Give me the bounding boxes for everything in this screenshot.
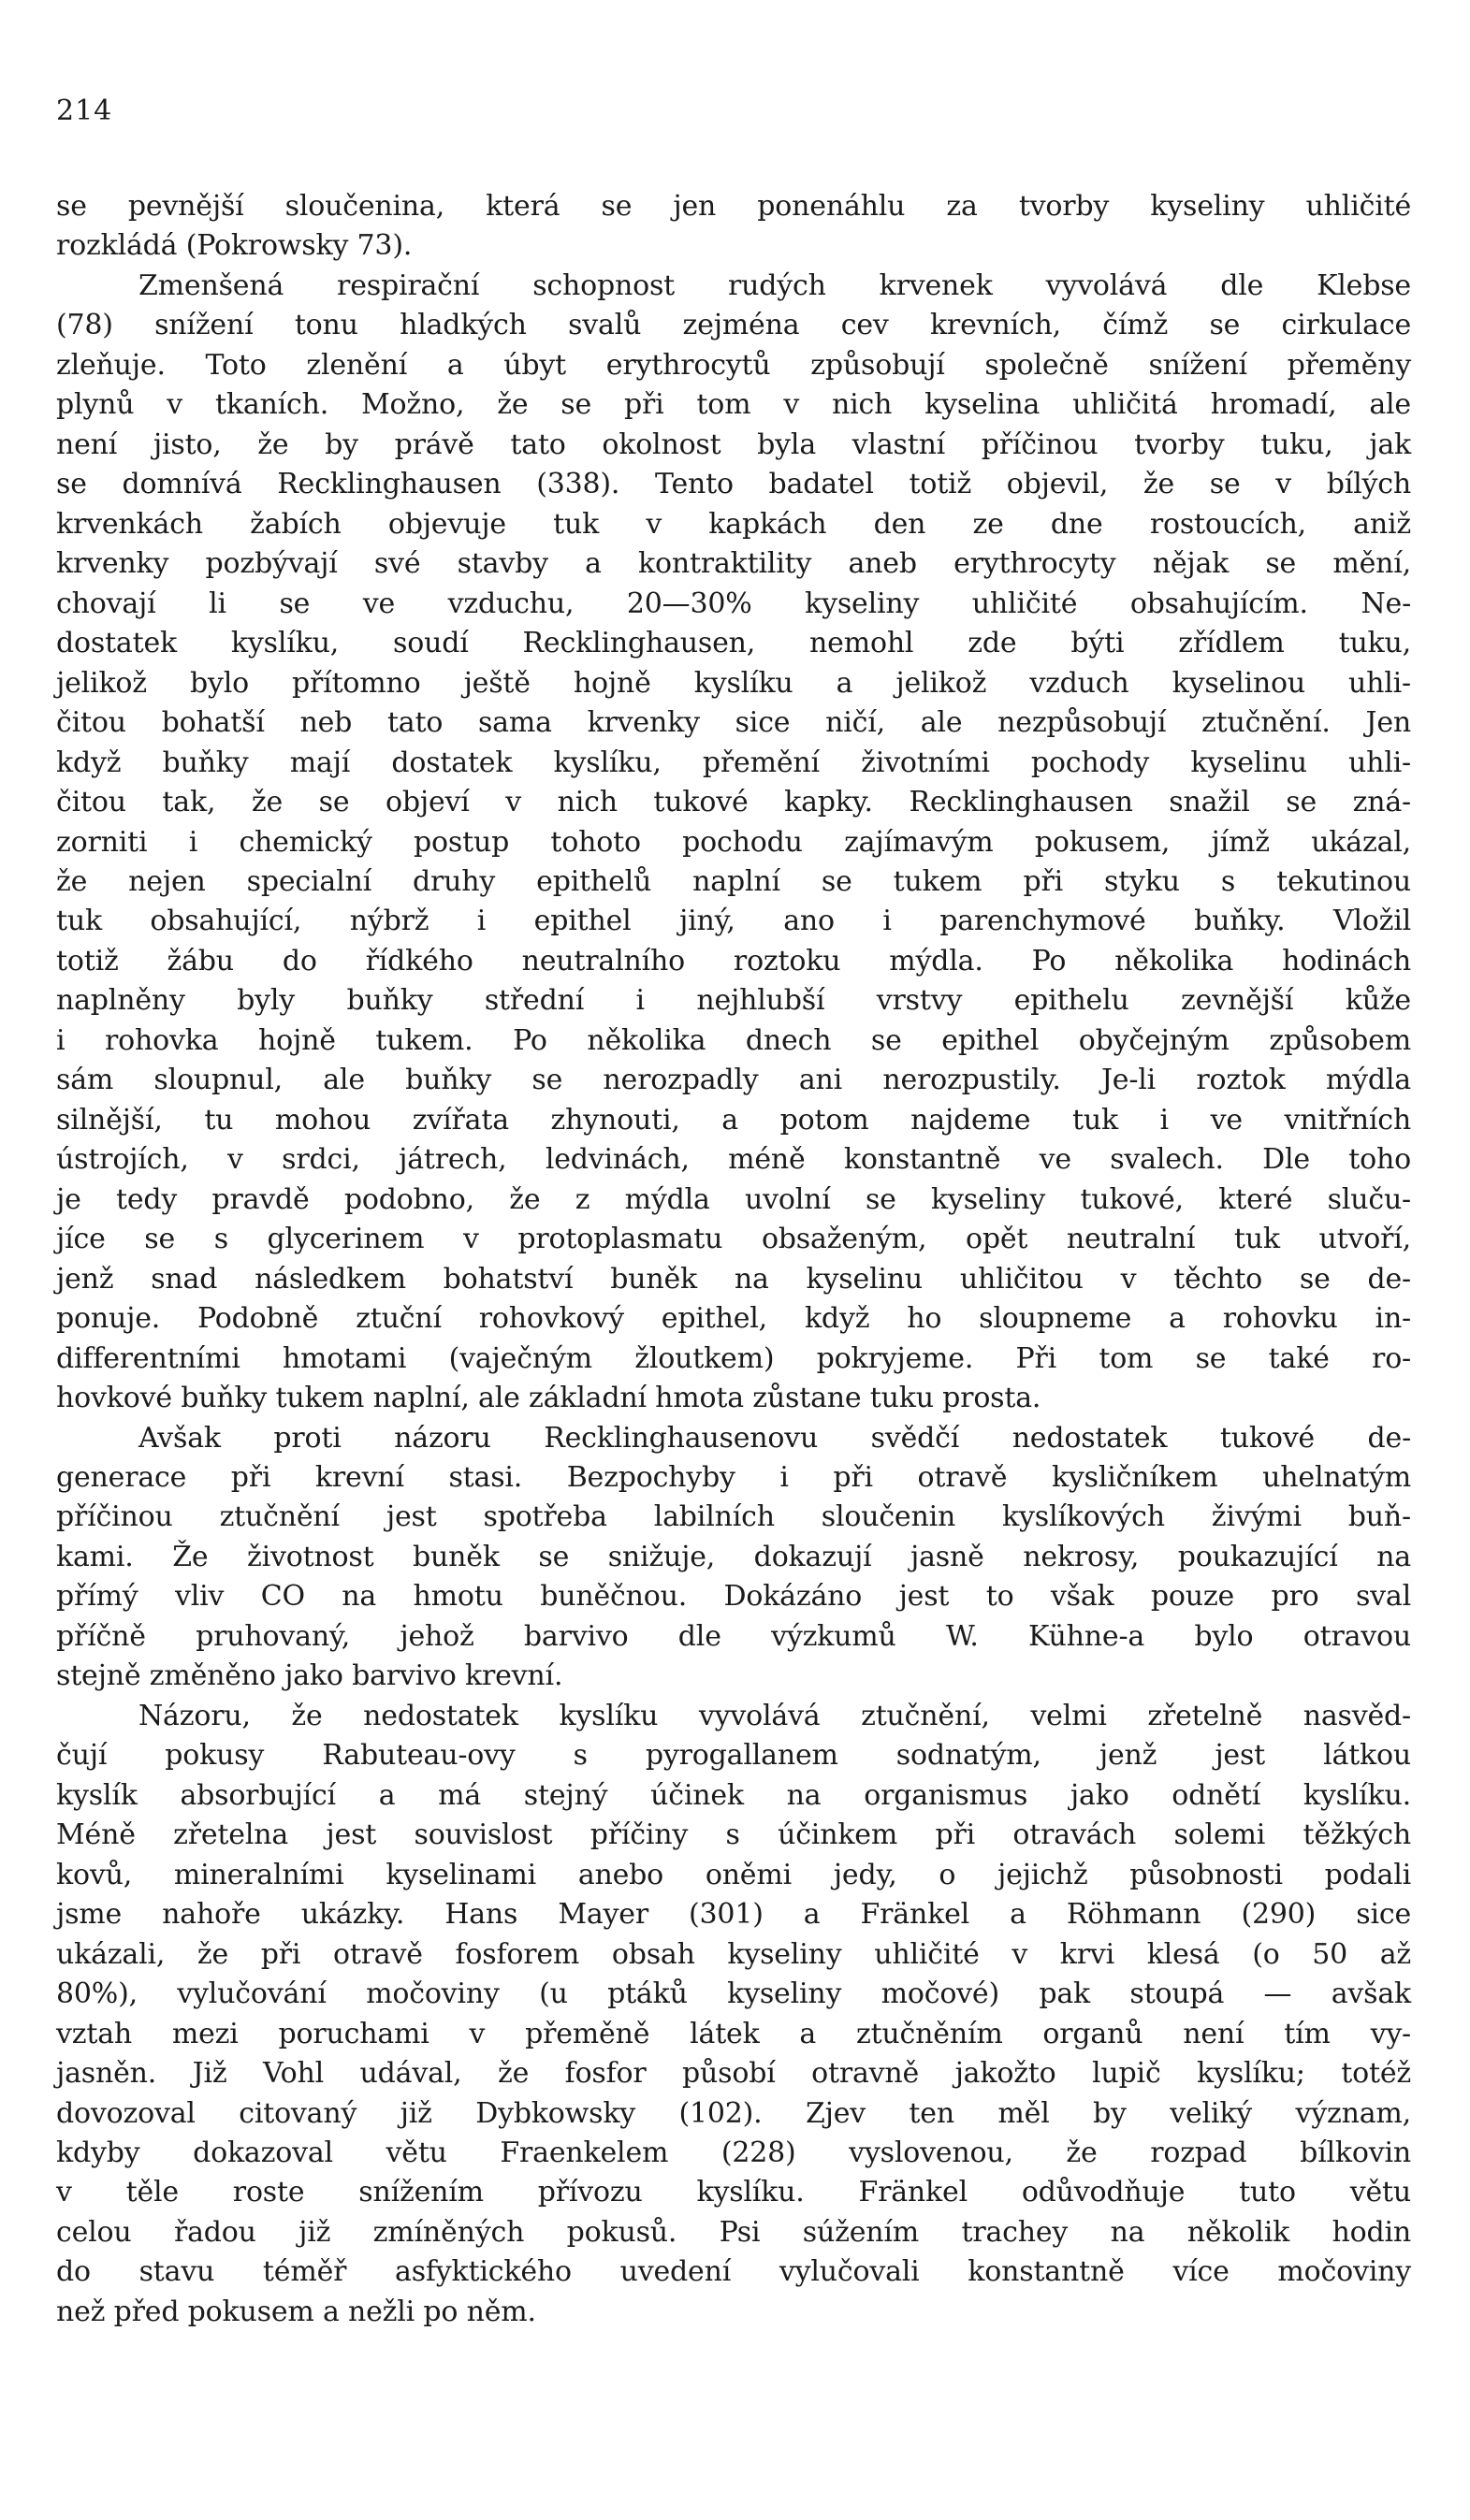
text-line: Méně zřetelna jest souvislost příčiny s účinkem při otravách solemi těžkých: [56, 1818, 1411, 1852]
text-line: 80%), vylučování močoviny (u ptáků kyseliny močové) pak stoupá — avšak: [56, 1977, 1411, 2011]
text-line: chovají li se ve vzduchu, 20—30% kyseliny uhličité obsahujícím. Ne-: [56, 587, 1411, 620]
text-line: jelikož bylo přítomno ještě hojně kyslíku a jelikož vzduch kyselinou uhli-: [56, 666, 1411, 700]
text-line: Zmenšená respirační schopnost rudých krvenek vyvolává dle Klebse: [138, 268, 1411, 302]
text-line: čují pokusy Rabuteau-ovy s pyrogallanem sodnatým, jenž jest látkou: [56, 1739, 1411, 1773]
text-line: ukázali, že při otravě fosforem obsah kyseliny uhličité v krvi klesá (o 50 až: [56, 1937, 1411, 1971]
text-line: čitou tak, že se objeví v nich tukové kapky. Recklinghausen snažil se zná-: [56, 786, 1411, 819]
text-line: generace při krevní stasi. Bezpochyby i při otravě kysličníkem uhelnatým: [56, 1461, 1411, 1494]
text-line: kovů, mineralními kyselinami anebo oněmi jedy, o jejichž působnosti podali: [56, 1858, 1411, 1891]
text-line: silnější, tu mohou zvířata zhynouti, a potom najdeme tuk i ve vnitřních: [56, 1103, 1411, 1137]
page-number: 214: [56, 94, 113, 127]
text-line: i rohovka hojně tukem. Po několika dnech se epithel obyčejným způsobem: [56, 1023, 1411, 1057]
text-line: čitou bohatší neb tato sama krvenky sice ničí, ale nezpůsobují ztučnění. Jen: [56, 706, 1411, 740]
text-line: stejně změněno jako barvivo krevní.: [56, 1659, 563, 1693]
text-line: není jisto, že by právě tato okolnost byla vlastní příčinou tvorby tuku, jak: [56, 427, 1411, 461]
text-line: kdyby dokazoval větu Fraenkelem (228) vyslovenou, že rozpad bílkovin: [56, 2136, 1411, 2169]
text-line: plynů v tkaních. Možno, že se při tom v nich kyselina uhličitá hromadí, ale: [56, 388, 1411, 422]
text-line: naplněny byly buňky střední i nejhlubší vrstvy epithelu zevnější kůže: [56, 984, 1411, 1018]
text-line: differentními hmotami (vaječným žloutkem) pokryjeme. Při tom se také ro-: [56, 1341, 1411, 1375]
text-line: je tedy pravdě podobno, že z mýdla uvolní se kyseliny tukové, které sluču-: [56, 1182, 1411, 1216]
text-line: do stavu téměř asfyktického uvedení vylučovali konstantně více močoviny: [56, 2255, 1411, 2289]
text-line: ponuje. Podobně ztuční rohovkový epithel, když ho sloupneme a rohovku in-: [56, 1302, 1411, 1336]
text-line: rozkládá (Pokrowsky 73).: [56, 229, 413, 263]
text-line: krvenky pozbývají své stavby a kontraktility aneb erythrocyty nějak se mění,: [56, 547, 1411, 581]
text-line: vztah mezi poruchami v přeměně látek a ztučněním organů není tím vy-: [56, 2017, 1411, 2050]
text-line: dostatek kyslíku, soudí Recklinghausen, nemohl zde býti zřídlem tuku,: [56, 627, 1411, 660]
text-line: jsme nahoře ukázky. Hans Mayer (301) a Fränkel a Röhmann (290) sice: [56, 1898, 1411, 1932]
text-line: kyslík absorbující a má stejný účinek na organismus jako odnětí kyslíku.: [56, 1778, 1411, 1812]
text-line: se pevnější sloučenina, která se jen ponenáhlu za tvorby kyseliny uhličité: [56, 190, 1411, 223]
text-line: příčně pruhovaný, jehož barvivo dle výzkumů W. Kühne-a bylo otravou: [56, 1619, 1411, 1653]
text-line: kami. Že životnost buněk se snižuje, dokazují jasně nekrosy, poukazující na: [56, 1540, 1411, 1573]
text-line: totiž žábu do řídkého neutralního roztoku mýdla. Po několika hodinách: [56, 944, 1411, 978]
text-line: se domnívá Recklinghausen (338). Tento badatel totiž objevil, že se v bílých: [56, 468, 1411, 501]
text-line: jíce se s glycerinem v protoplasmatu obsaženým, opět neutralní tuk utvoří,: [56, 1223, 1411, 1256]
text-line: Názoru, že nedostatek kyslíku vyvolává ztučnění, velmi zřetelně nasvěd-: [138, 1699, 1411, 1732]
text-line: tuk obsahující, nýbrž i epithel jiný, ano i parenchymové buňky. Vložil: [56, 905, 1411, 938]
text-line: (78) snížení tonu hladkých svalů zejména cev krevních, čímž se cirkulace: [56, 309, 1411, 342]
text-line: jenž snad následkem bohatství buněk na kyselinu uhličitou v těchto se de-: [56, 1262, 1411, 1296]
text-line: když buňky mají dostatek kyslíku, přemění životními pochody kyselinu uhli-: [56, 746, 1411, 779]
text-line: krvenkách žabích objevuje tuk v kapkách den ze dne rostoucích, aniž: [56, 507, 1411, 541]
text-line: zorniti i chemický postup tohoto pochodu zajímavým pokusem, jímž ukázal,: [56, 825, 1411, 859]
body-text: [56, 187, 1411, 2332]
text-line: dovozoval citovaný již Dybkowsky (102). Zjev ten měl by veliký význam,: [56, 2096, 1411, 2130]
text-line: Avšak proti názoru Recklinghausenovu svědčí nedostatek tukové de-: [138, 1421, 1411, 1455]
text-line: ústrojích, v srdci, játrech, ledvinách, méně konstantně ve svalech. Dle toho: [56, 1143, 1411, 1177]
text-line: hovkové buňky tukem naplní, ale základní hmota zůstane tuku prosta.: [56, 1382, 1041, 1415]
text-line: zleňuje. Toto zlenění a úbyt erythrocytů způsobují společně snížení přeměny: [56, 348, 1411, 382]
text-line: příčinou ztučnění jest spotřeba labilních sloučenin kyslíkových živými buň-: [56, 1500, 1411, 1534]
text-line: v těle roste snížením přívozu kyslíku. Fränkel odůvodňuje tuto větu: [56, 2176, 1411, 2209]
text-line: jasněn. Již Vohl udával, že fosfor působí otravně jakožto lupič kyslíku; totéž: [56, 2057, 1411, 2091]
text-line: než před pokusem a nežli po něm.: [56, 2295, 536, 2328]
text-line: sám sloupnul, ale buňky se nerozpadly ani nerozpustily. Je-li roztok mýdla: [56, 1064, 1411, 1097]
text-line: že nejen specialní druhy epithelů naplní se tukem při styku s tekutinou: [56, 864, 1411, 898]
text-line: přímý vliv CO na hmotu buněčnou. Dokázáno jest to však pouze pro sval: [56, 1580, 1411, 1614]
text-line: celou řadou již zmíněných pokusů. Psi súžením trachey na několik hodin: [56, 2215, 1411, 2249]
